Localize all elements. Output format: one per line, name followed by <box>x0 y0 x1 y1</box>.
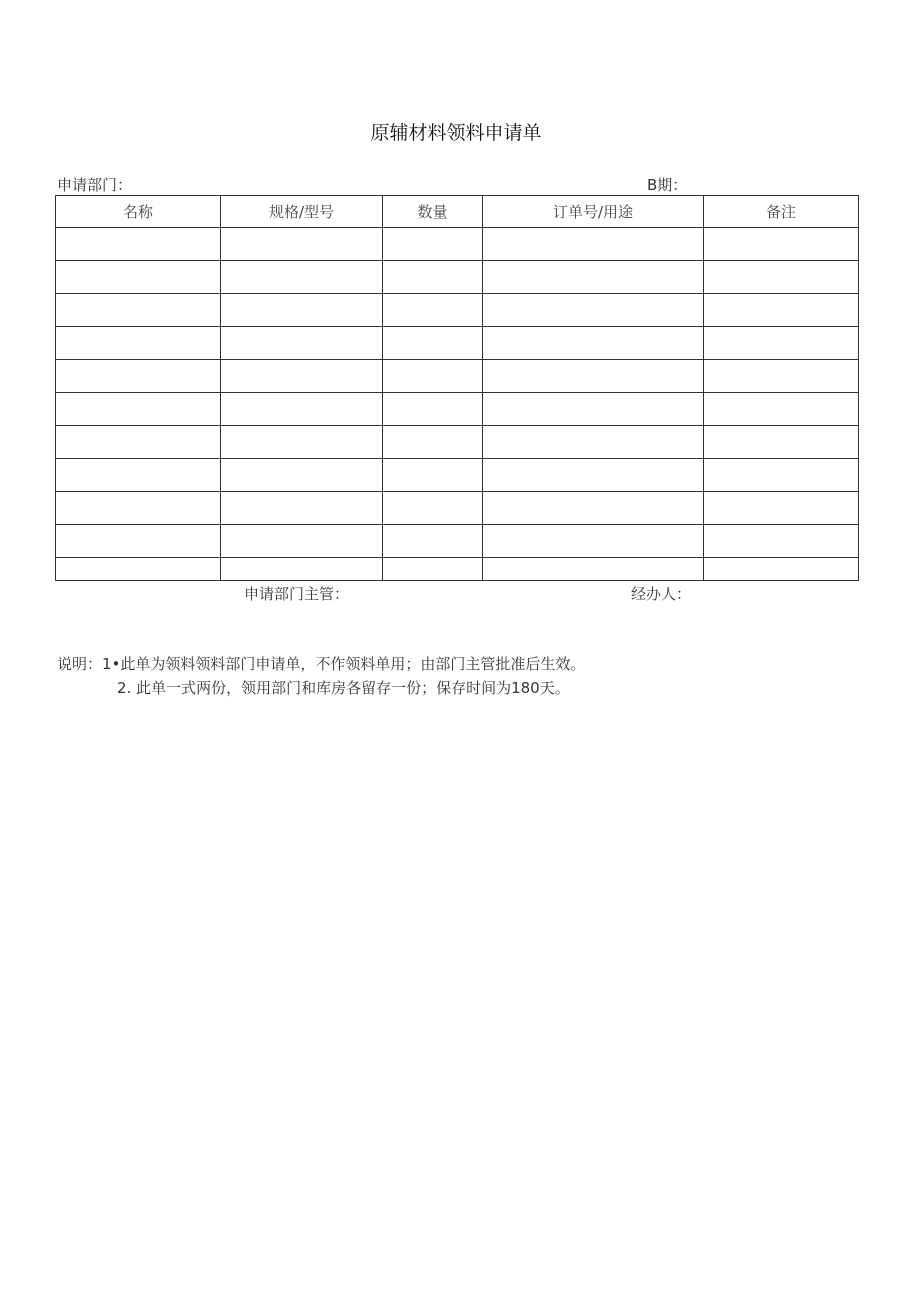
cell-spec[interactable] <box>221 360 383 393</box>
cell-order-usage[interactable] <box>483 294 704 327</box>
cell-quantity[interactable] <box>383 228 483 261</box>
cell-name[interactable] <box>56 360 221 393</box>
column-header-order-usage: 订单号/用途 <box>483 196 704 228</box>
cell-quantity[interactable] <box>383 492 483 525</box>
cell-order-usage[interactable] <box>483 360 704 393</box>
column-header-name: 名称 <box>56 196 221 228</box>
cell-name[interactable] <box>56 525 221 558</box>
table-row <box>56 327 859 360</box>
cell-name[interactable] <box>56 558 221 581</box>
cell-order-usage[interactable] <box>483 261 704 294</box>
notes-prefix: 说明： <box>57 655 103 673</box>
form-title: 原辅材料领料申请单 <box>370 122 542 144</box>
notes-section <box>57 652 585 700</box>
cell-spec[interactable] <box>221 426 383 459</box>
cell-quantity[interactable] <box>383 525 483 558</box>
cell-remarks[interactable] <box>704 426 859 459</box>
table-row <box>56 459 859 492</box>
cell-name[interactable] <box>56 294 221 327</box>
cell-order-usage[interactable] <box>483 228 704 261</box>
cell-quantity[interactable] <box>383 393 483 426</box>
cell-spec[interactable] <box>221 228 383 261</box>
handler-label: 经办人： <box>631 585 692 603</box>
requisition-table <box>55 195 859 581</box>
cell-remarks[interactable] <box>704 393 859 426</box>
note-item-1-text: 1•此单为领料领料部门申请单，不作领料单用；由部门主管批准后生效。 <box>102 655 586 673</box>
cell-order-usage[interactable] <box>483 327 704 360</box>
cell-remarks[interactable] <box>704 228 859 261</box>
cell-spec[interactable] <box>221 393 383 426</box>
cell-name[interactable] <box>56 459 221 492</box>
table-row <box>56 393 859 426</box>
cell-remarks[interactable] <box>704 360 859 393</box>
cell-spec[interactable] <box>221 261 383 294</box>
cell-remarks[interactable] <box>704 327 859 360</box>
table-row <box>56 261 859 294</box>
table-row <box>56 492 859 525</box>
table-row <box>56 426 859 459</box>
cell-spec[interactable] <box>221 327 383 360</box>
cell-spec[interactable] <box>221 492 383 525</box>
table-header-row <box>56 196 859 228</box>
cell-remarks[interactable] <box>704 525 859 558</box>
cell-quantity[interactable] <box>383 459 483 492</box>
cell-remarks[interactable] <box>704 459 859 492</box>
note-item-2: 2. 此单一式两份，领用部门和库房各留存一份；保存时间为180天。 <box>117 679 570 697</box>
cell-order-usage[interactable] <box>483 492 704 525</box>
cell-name[interactable] <box>56 261 221 294</box>
cell-quantity[interactable] <box>383 261 483 294</box>
cell-order-usage[interactable] <box>483 393 704 426</box>
table-row <box>56 525 859 558</box>
column-header-remarks: 备注 <box>704 196 859 228</box>
column-header-quantity: 数量 <box>383 196 483 228</box>
dept-label: 申请部门： <box>57 176 133 194</box>
cell-remarks[interactable] <box>704 558 859 581</box>
cell-remarks[interactable] <box>704 261 859 294</box>
cell-quantity[interactable] <box>383 558 483 581</box>
note-item-1 <box>57 652 585 676</box>
column-header-spec: 规格/型号 <box>221 196 383 228</box>
cell-remarks[interactable] <box>704 294 859 327</box>
cell-spec[interactable] <box>221 525 383 558</box>
table-row <box>56 558 859 581</box>
cell-order-usage[interactable] <box>483 525 704 558</box>
cell-order-usage[interactable] <box>483 459 704 492</box>
cell-spec[interactable] <box>221 294 383 327</box>
cell-spec[interactable] <box>221 459 383 492</box>
cell-name[interactable] <box>56 426 221 459</box>
table-row <box>56 228 859 261</box>
cell-quantity[interactable] <box>383 426 483 459</box>
cell-name[interactable] <box>56 492 221 525</box>
cell-name[interactable] <box>56 228 221 261</box>
table-row <box>56 294 859 327</box>
cell-quantity[interactable] <box>383 294 483 327</box>
cell-order-usage[interactable] <box>483 558 704 581</box>
date-label: B期： <box>647 176 688 194</box>
table-row <box>56 360 859 393</box>
dept-manager-label: 申请部门主管： <box>244 585 350 603</box>
cell-name[interactable] <box>56 327 221 360</box>
cell-order-usage[interactable] <box>483 426 704 459</box>
cell-quantity[interactable] <box>383 327 483 360</box>
cell-remarks[interactable] <box>704 492 859 525</box>
cell-name[interactable] <box>56 393 221 426</box>
cell-quantity[interactable] <box>383 360 483 393</box>
cell-spec[interactable] <box>221 558 383 581</box>
